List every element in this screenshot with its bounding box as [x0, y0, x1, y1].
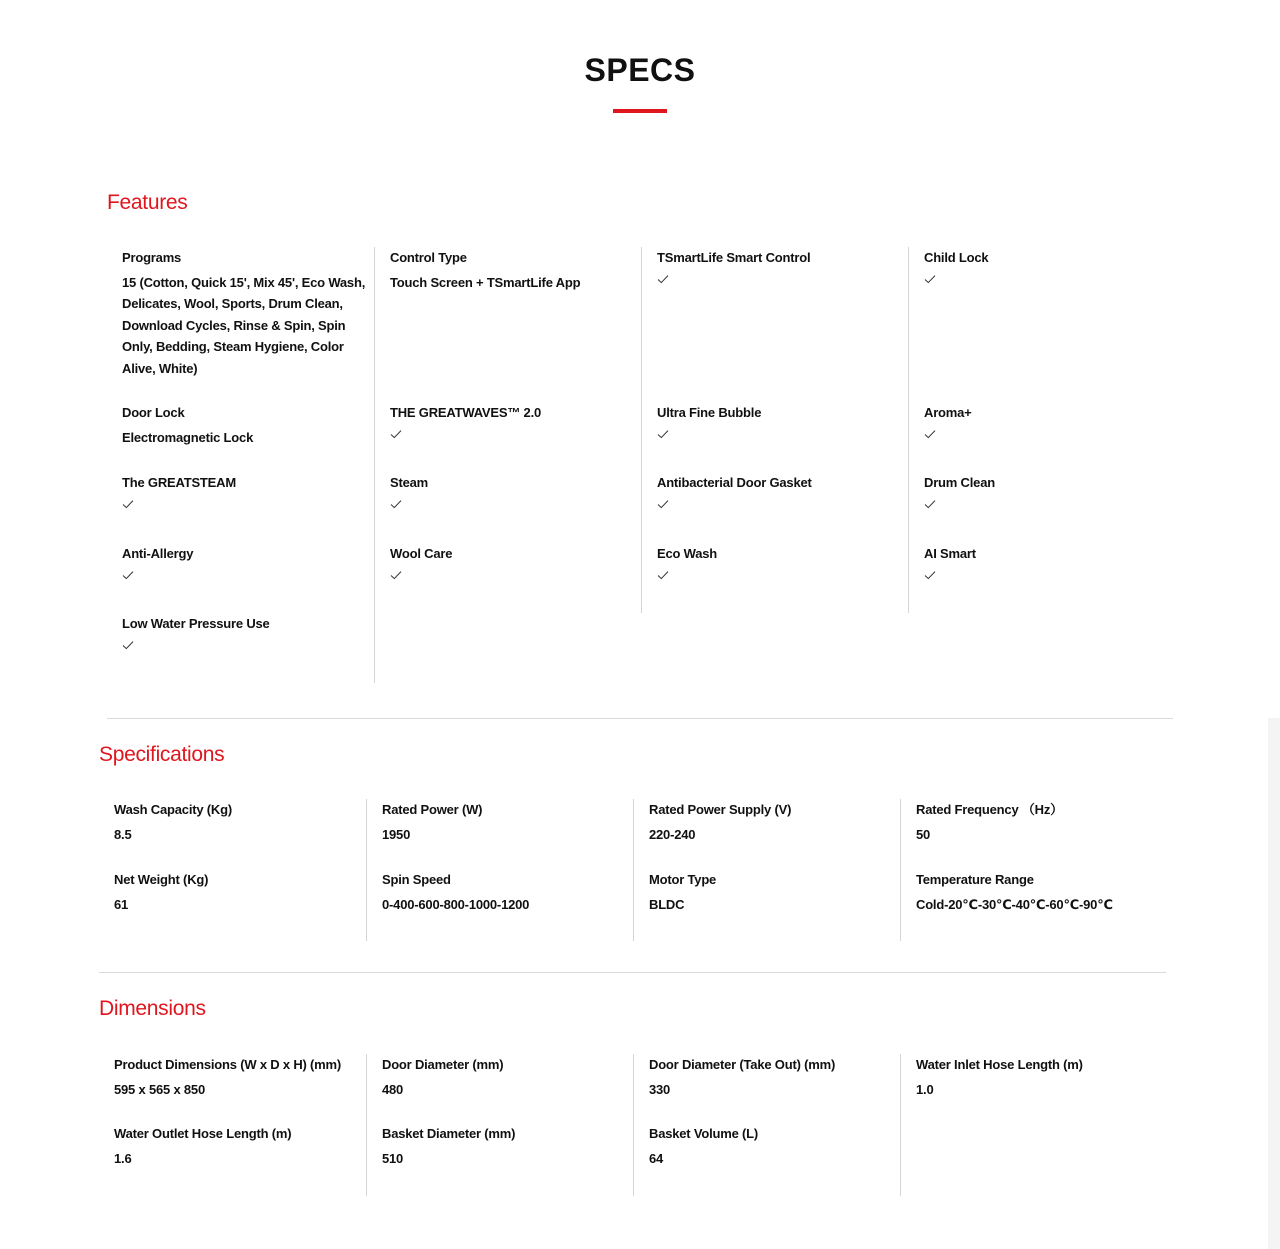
dim-basket-diameter [366, 1123, 633, 1196]
spec-spin-speed [366, 869, 633, 941]
dimensions-title: Dimensions [99, 997, 206, 1020]
page-scrollbar-track[interactable] [1268, 718, 1280, 1249]
check-icon [390, 569, 402, 581]
spec-value: 220-240 [649, 826, 696, 842]
feature-label: Drum Clean [924, 475, 995, 490]
dim-empty-cell [900, 1123, 1167, 1196]
feature-door-lock [107, 402, 374, 472]
feature-aroma [908, 402, 1175, 472]
feature-empty-cell [641, 613, 908, 683]
page-title: SPECS [584, 52, 696, 88]
dimensions-grid [99, 1054, 1167, 1196]
feature-child-lock [908, 247, 1175, 402]
dim-product-dimensions [99, 1054, 366, 1123]
check-icon [122, 639, 134, 651]
dim-value: 330 [649, 1081, 671, 1097]
spec-label: Rated Frequency （Hz） [916, 802, 1063, 817]
feature-value: 15 (Cotton, Quick 15', Mix 45', Eco Wash, Delicates, Wool, Sports, Drum Clean, Download Cycles, Rinse & Spin, Spin Only, Bedding, Steam Hygiene, Color Alive, White) [122, 274, 366, 376]
dimensions-section [99, 997, 206, 1021]
dim-door-diameter-take-out [633, 1054, 900, 1123]
feature-eco-wash [641, 543, 908, 613]
section-divider [107, 718, 1173, 719]
feature-ultra-fine-bubble [641, 402, 908, 472]
check-icon [657, 498, 669, 510]
feature-label: TSmartLife Smart Control [657, 250, 811, 265]
feature-label: Child Lock [924, 250, 989, 265]
check-icon [390, 428, 402, 440]
feature-low-water-pressure-use [107, 613, 374, 683]
feature-value: Touch Screen + TSmartLife App [390, 274, 581, 290]
feature-drum-clean [908, 472, 1175, 543]
feature-wool-care [374, 543, 641, 613]
dim-value: 64 [649, 1150, 664, 1166]
check-icon [122, 569, 134, 581]
title-underline [613, 109, 667, 113]
feature-greatsteam [107, 472, 374, 543]
feature-antibacterial-door-gasket [641, 472, 908, 543]
feature-label: AI Smart [924, 546, 976, 561]
check-icon [657, 569, 669, 581]
spec-rated-power-supply [633, 799, 900, 869]
check-icon [122, 498, 134, 510]
dim-water-inlet-hose-length [900, 1054, 1167, 1123]
specifications-grid [99, 799, 1167, 941]
feature-anti-allergy [107, 543, 374, 613]
dim-door-diameter [366, 1054, 633, 1123]
feature-label: Anti-Allergy [122, 546, 194, 561]
feature-label: Eco Wash [657, 546, 718, 561]
specifications-section [99, 743, 224, 767]
feature-control-type [374, 247, 641, 402]
feature-programs [107, 247, 374, 402]
spec-value: 50 [916, 826, 931, 842]
spec-net-weight [99, 869, 366, 941]
check-icon [924, 498, 936, 510]
section-divider [99, 972, 1166, 973]
feature-label: Door Lock [122, 405, 185, 420]
spec-label: Spin Speed [382, 872, 451, 887]
feature-label: Ultra Fine Bubble [657, 405, 762, 420]
features-section [107, 191, 187, 215]
feature-label: The GREATSTEAM [122, 475, 236, 490]
feature-ai-smart [908, 543, 1175, 613]
feature-label: THE GREATWAVES™ 2.0 [390, 405, 542, 420]
feature-steam [374, 472, 641, 543]
dim-value: 1.0 [916, 1081, 934, 1097]
spec-value: 8.5 [114, 826, 132, 842]
dim-label: Door Diameter (mm) [382, 1057, 504, 1072]
feature-label: Aroma+ [924, 405, 972, 420]
dim-label: Product Dimensions (W x D x H) (mm) [114, 1057, 342, 1072]
check-icon [924, 273, 936, 285]
check-icon [657, 428, 669, 440]
dim-value: 595 x 565 x 850 [114, 1081, 205, 1097]
spec-rated-frequency [900, 799, 1167, 869]
specifications-title: Specifications [99, 743, 225, 766]
spec-value: 1950 [382, 826, 411, 842]
check-icon [924, 569, 936, 581]
feature-greatwaves [374, 402, 641, 472]
spec-rated-power [366, 799, 633, 869]
spec-value: BLDC [649, 896, 685, 912]
spec-value: 61 [114, 896, 129, 912]
feature-label: Programs [122, 250, 182, 265]
spec-motor-type [633, 869, 900, 941]
feature-empty-cell [908, 613, 1175, 683]
feature-label: Control Type [390, 250, 467, 265]
feature-label: Antibacterial Door Gasket [657, 475, 812, 490]
spec-label: Rated Power Supply (V) [649, 802, 792, 817]
spec-wash-capacity [99, 799, 366, 869]
feature-label: Wool Care [390, 546, 453, 561]
dim-value: 1.6 [114, 1150, 132, 1166]
feature-value: Electromagnetic Lock [122, 429, 254, 445]
spec-value: Cold-20℃-30℃-40℃-60℃-90℃ [916, 896, 1113, 912]
spec-label: Temperature Range [916, 872, 1034, 887]
spec-label: Motor Type [649, 872, 717, 887]
spec-temperature-range [900, 869, 1167, 941]
dim-label: Basket Volume (L) [649, 1126, 759, 1141]
spec-label: Net Weight (Kg) [114, 872, 209, 887]
dim-label: Water Outlet Hose Length (m) [114, 1126, 292, 1141]
check-icon [924, 428, 936, 440]
dim-value: 480 [382, 1081, 404, 1097]
dim-label: Basket Diameter (mm) [382, 1126, 516, 1141]
features-title: Features [107, 191, 188, 214]
feature-empty-cell [374, 613, 641, 683]
dim-basket-volume [633, 1123, 900, 1196]
spec-label: Rated Power (W) [382, 802, 483, 817]
spec-label: Wash Capacity (Kg) [114, 802, 232, 817]
feature-tsmartlife-smart-control [641, 247, 908, 402]
dim-water-outlet-hose-length [99, 1123, 366, 1196]
feature-label: Low Water Pressure Use [122, 616, 270, 631]
dim-label: Water Inlet Hose Length (m) [916, 1057, 1083, 1072]
dim-value: 510 [382, 1150, 404, 1166]
check-icon [390, 498, 402, 510]
feature-label: Steam [390, 475, 429, 490]
check-icon [657, 273, 669, 285]
spec-value: 0-400-600-800-1000-1200 [382, 896, 530, 912]
features-grid [107, 247, 1175, 683]
dim-label: Door Diameter (Take Out) (mm) [649, 1057, 836, 1072]
